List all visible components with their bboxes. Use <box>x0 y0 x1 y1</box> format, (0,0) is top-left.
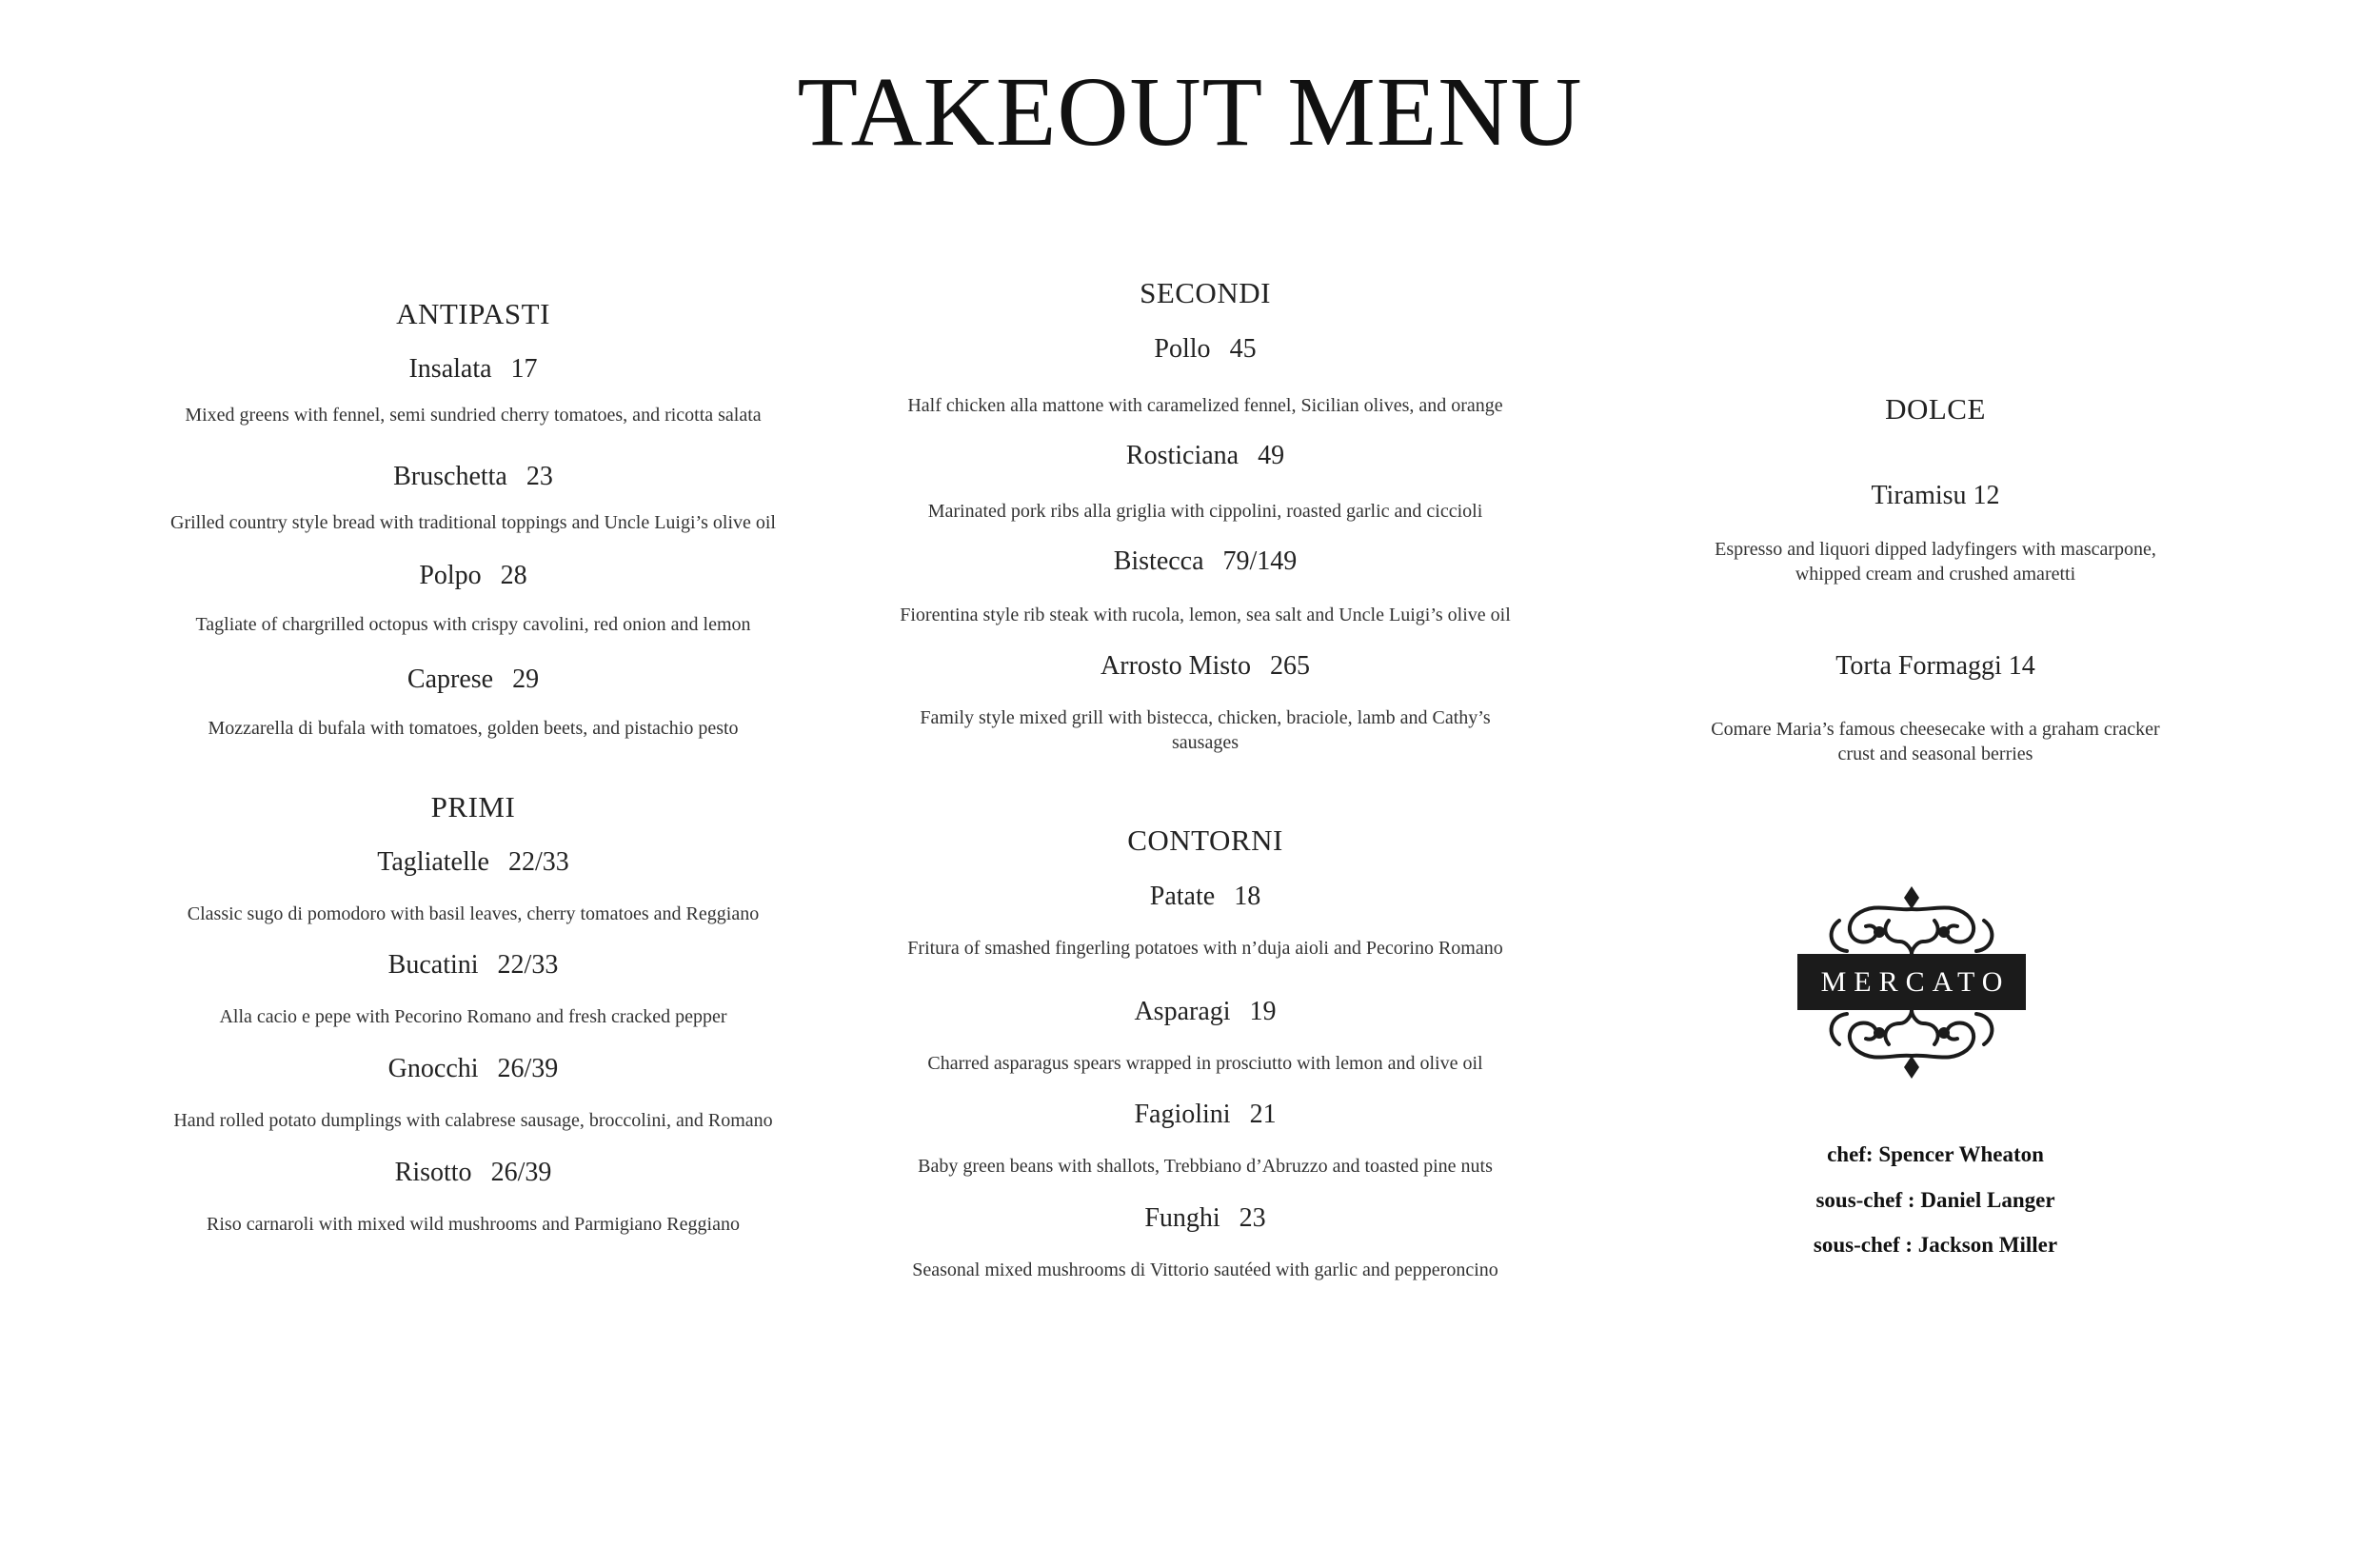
dish-name: Bruschetta <box>393 462 507 491</box>
dish-price: 21 <box>1249 1100 1277 1129</box>
dolce-heading: DOLCE <box>1885 392 1986 426</box>
menu-item-arrosto-misto <box>967 653 1443 680</box>
dish-description: Tagliate of chargrilled octopus with crispy cavolini, red onion and lemon <box>195 614 751 635</box>
menu-item-pollo <box>967 336 1443 363</box>
dish-description: Alla cacio e pepe with Pecorino Romano and fresh cracked pepper <box>219 1006 727 1027</box>
menu-item-bruschetta <box>235 464 711 490</box>
dish-price: 17 <box>510 354 538 384</box>
menu-item-insalata <box>235 356 711 383</box>
dish-description: Mozzarella di bufala with tomatoes, golden beets, and pistachio pesto <box>208 718 739 739</box>
dish-name: Fagiolini <box>1134 1100 1231 1129</box>
dish-description: Hand rolled potato dumplings with calabrese sausage, broccolini, and Romano <box>173 1110 773 1131</box>
dish-name: Funghi <box>1144 1203 1220 1233</box>
dish-price: 19 <box>1249 997 1277 1026</box>
dish-description: Fiorentina style rib steak with rucola, lemon, sea salt and Uncle Luigi’s olive oil <box>900 605 1511 625</box>
contorni-heading: CONTORNI <box>1127 823 1283 857</box>
dish-name: Caprese <box>407 664 494 694</box>
primi-heading: PRIMI <box>430 790 516 823</box>
dish-name: Rosticiana <box>1125 441 1240 470</box>
dish-name: Patate <box>1149 882 1216 911</box>
secondi-heading: SECONDI <box>1140 276 1271 309</box>
menu-item-bucatini <box>235 952 711 979</box>
menu-item-asparagi <box>967 999 1443 1025</box>
dish-description: Mixed greens with fennel, semi sundried cherry tomatoes, and ricotta salata <box>185 405 762 426</box>
menu-item-rosticiana <box>967 443 1443 469</box>
credit-sous-chef: sous-chef : Jackson Miller <box>1813 1233 2058 1257</box>
dish-price: 29 <box>512 664 540 694</box>
menu-item-fagiolini <box>967 1101 1443 1128</box>
dish-price: 23 <box>526 462 553 491</box>
dish-description: Half chicken alla mattone with caramelized fennel, Sicilian olives, and orange <box>907 395 1503 416</box>
dish-name: Gnocchi <box>387 1054 479 1083</box>
menu-item-tagliatelle <box>235 849 711 876</box>
dish-description: Seasonal mixed mushrooms di Vittorio sautéed with garlic and pepperoncino <box>912 1259 1498 1280</box>
dish-price: 26/39 <box>497 1054 559 1083</box>
menu-item-polpo <box>235 563 711 589</box>
dish-name: Insalata <box>408 354 492 384</box>
logo-band <box>1797 954 2026 1010</box>
dish-name: Risotto <box>394 1158 472 1187</box>
dish-description-continued: crust and seasonal berries <box>1837 744 2033 764</box>
dish-price: 22/33 <box>507 847 569 877</box>
antipasti-heading: ANTIPASTI <box>396 297 550 330</box>
dish-name: Pollo <box>1154 334 1211 364</box>
menu-item-patate <box>967 883 1443 910</box>
dish-description: Family style mixed grill with bistecca, chicken, braciole, lamb and Cathy’s <box>920 707 1491 728</box>
credit-sous-chef: sous-chef : Daniel Langer <box>1815 1188 2055 1212</box>
dish-description: Comare Maria’s famous cheesecake with a graham cracker <box>1711 719 2160 740</box>
menu-item-bistecca <box>967 548 1443 575</box>
dish-price: 28 <box>500 561 527 590</box>
menu-item-risotto <box>235 1160 711 1186</box>
dish-price: 49 <box>1258 441 1285 470</box>
dish-price: 23 <box>1239 1203 1266 1233</box>
menu-item-caprese <box>235 666 711 693</box>
dish-price: 79/149 <box>1222 546 1298 576</box>
dish-description: Classic sugo di pomodoro with basil leaves, cherry tomatoes and Reggiano <box>187 903 760 924</box>
page-title: TAKEOUT MENU <box>797 57 1583 167</box>
dish-name: Tagliatelle <box>377 847 489 877</box>
dish-description: Marinated pork ribs alla griglia with cippolini, roasted garlic and ciccioli <box>927 501 1483 522</box>
dish-description: Fritura of smashed fingerling potatoes with n’duja aioli and Pecorino Romano <box>907 938 1503 959</box>
dish-description: Charred asparagus spears wrapped in prosciutto with lemon and olive oil <box>927 1053 1483 1074</box>
dish-name: Polpo <box>419 561 482 590</box>
dish-price: 265 <box>1269 651 1310 681</box>
mercato-logo <box>1797 883 2026 1082</box>
dish-price: 18 <box>1234 882 1261 911</box>
menu-item-tiramisu: Tiramisu 12 <box>1871 481 2000 510</box>
menu-item-funghi <box>967 1205 1443 1232</box>
menu-item-gnocchi <box>235 1056 711 1082</box>
dish-price: 45 <box>1229 334 1257 364</box>
dish-description: Riso carnaroli with mixed wild mushrooms and Parmigiano Reggiano <box>207 1214 740 1235</box>
dish-name: Bistecca <box>1113 546 1204 576</box>
dish-description-continued: whipped cream and crushed amaretti <box>1795 564 2076 585</box>
menu-item-torta-formaggi: Torta Formaggi 14 <box>1835 651 2035 681</box>
dish-description: Espresso and liquori dipped ladyfingers with mascarpone, <box>1715 539 2156 560</box>
dish-name: Bucatini <box>387 950 479 980</box>
dish-price: 22/33 <box>497 950 559 980</box>
credit-chef: chef: Spencer Wheaton <box>1827 1142 2044 1166</box>
dish-name: Arrosto Misto <box>1101 651 1251 681</box>
dish-name: Asparagi <box>1134 997 1231 1026</box>
dish-price: 26/39 <box>490 1158 552 1187</box>
dish-description-continued: sausages <box>1172 732 1239 753</box>
dish-description: Baby green beans with shallots, Trebbiano d’Abruzzo and toasted pine nuts <box>918 1156 1493 1177</box>
logo-text: MERCATO <box>1820 965 2011 998</box>
dish-description: Grilled country style bread with traditional toppings and Uncle Luigi’s olive oil <box>170 512 776 533</box>
